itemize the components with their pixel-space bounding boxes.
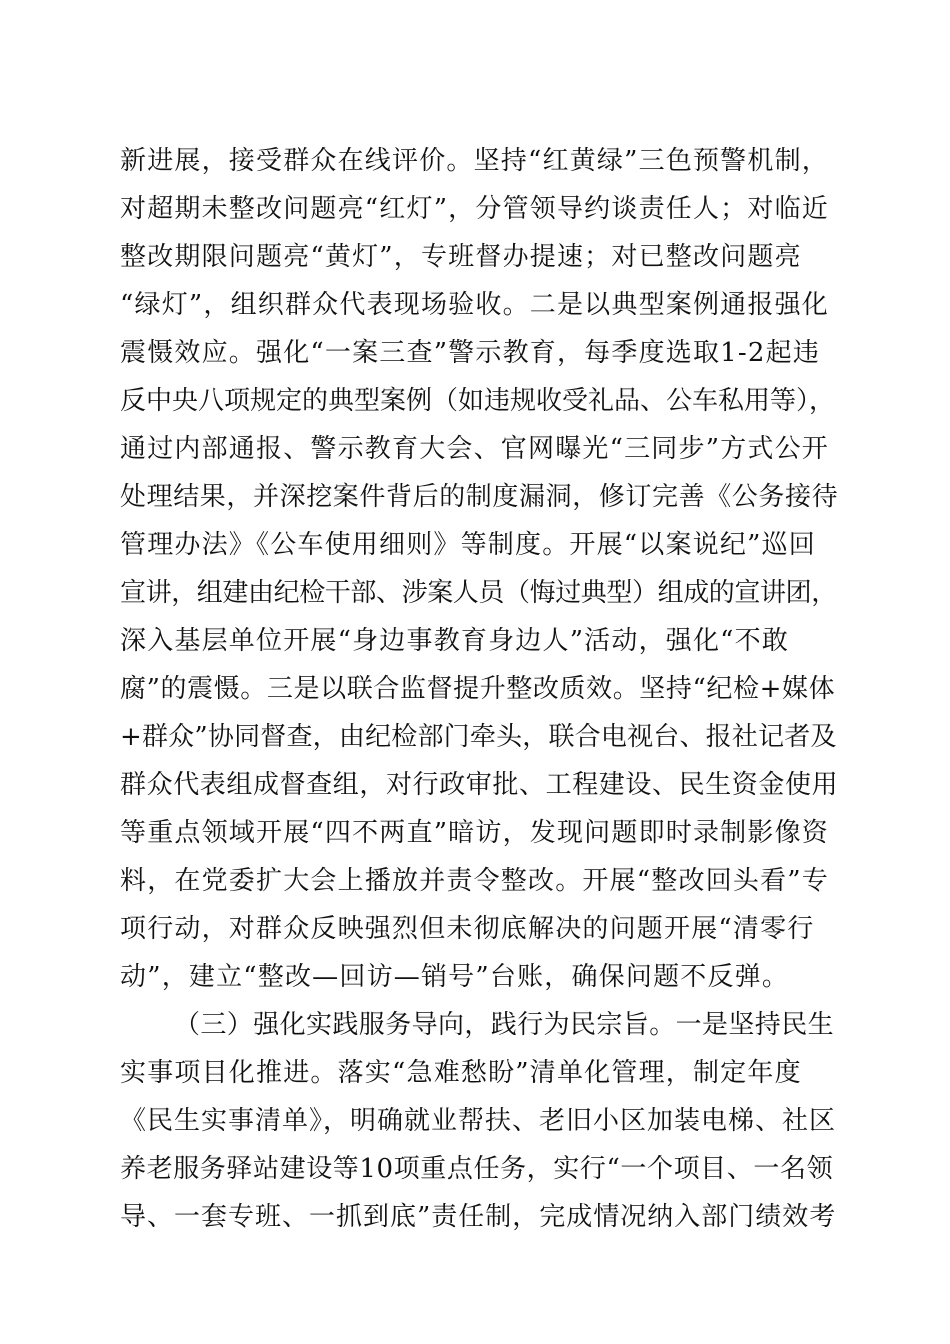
text-line: 整改期限问题亮“黄灯”，专班督办提速；对已整改问题亮 — [120, 242, 802, 272]
text-line: 深入基层单位开展“身边事教育身边人”活动，强化“不敢 — [120, 626, 790, 656]
text-line: 群众代表组成督查组，对行政审批、工程建设、民生资金使用 — [120, 770, 839, 800]
text-line: 动”，建立“整改—回访—销号”台账，确保问题不反弹。 — [120, 962, 790, 992]
text-line: 新进展，接受群众在线评价。坚持“红黄绿”三色预警机制， — [120, 146, 829, 176]
text-line: 等重点领域开展“四不两直”暗访，发现问题即时录制影像资 — [120, 818, 829, 848]
text-line: 通过内部通报、警示教育大会、官网曝光“三同步”方式公开 — [120, 434, 829, 464]
text-line: 对超期未整改问题亮“红灯”，分管领导约谈责任人；对临近 — [120, 194, 829, 224]
text-line: “绿灯”，组织群众代表现场验收。二是以典型案例通报强化 — [120, 290, 829, 320]
text-line: 《民生实事清单》，明确就业帮扶、老旧小区加装电梯、社区 — [120, 1106, 837, 1136]
text-line: 料，在党委扩大会上播放并责令整改。开展“整改回头看”专 — [120, 866, 829, 896]
text-line: 养老服务驿站建设等10项重点任务，实行“一个项目、一名领 — [120, 1154, 834, 1184]
text-line: +群众”协同督查，由纪检部门牵头，联合电视台、报社记者及 — [120, 722, 837, 752]
text-line: 处理结果，并深挖案件背后的制度漏洞，修订完善《公务接待 — [120, 482, 839, 512]
text-line: 宣讲，组建由纪检干部、涉案人员（悔过典型）组成的宣讲团， — [120, 578, 837, 608]
section-heading-line: （三）强化实践服务导向，践行为民宗旨。一是坚持民生 — [174, 1010, 835, 1040]
text-line: 实事项目化推进。落实“急难愁盼”清单化管理，制定年度 — [120, 1058, 802, 1088]
text-line: 震慑效应。强化“一案三查”警示教育，每季度选取1-2起违 — [120, 338, 821, 368]
text-line: 管理办法》《公车使用细则》等制度。开展“以案说纪”巡回 — [120, 530, 816, 560]
text-line: 反中央八项规定的典型案例（如违规收受礼品、公车私用等）， — [120, 386, 836, 416]
text-line: 腐”的震慑。三是以联合监督提升整改质效。坚持“纪检+媒体 — [120, 674, 836, 704]
text-line: 导、一套专班、一抓到底”责任制，完成情况纳入部门绩效考 — [120, 1202, 837, 1232]
text-line: 项行动，对群众反映强烈但未彻底解决的问题开展“清零行 — [120, 914, 815, 944]
